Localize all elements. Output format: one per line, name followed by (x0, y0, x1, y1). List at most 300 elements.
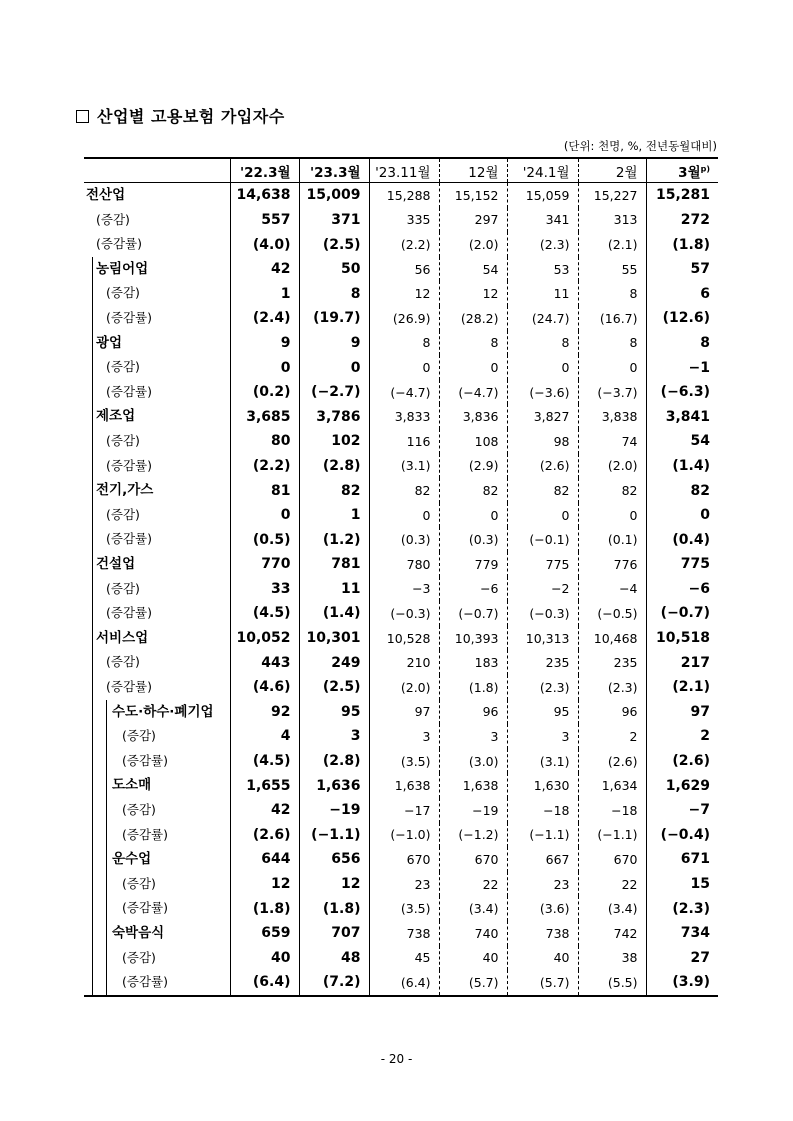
value-cell: 45 (369, 946, 439, 971)
value-cell: (1.8) (299, 896, 369, 921)
indent-guide-line (106, 970, 107, 995)
value-cell: 23 (369, 872, 439, 897)
row-label-cell (84, 355, 230, 380)
value-cell: 707 (299, 921, 369, 946)
value-cell: (2.8) (299, 454, 369, 479)
value-cell: 0 (439, 503, 507, 528)
row-label-wrap (84, 577, 230, 602)
page-title (76, 104, 285, 127)
indent-guide-line (92, 257, 93, 282)
value-cell: 3,836 (439, 404, 507, 429)
indent-guide-line (92, 429, 93, 454)
employment-insurance-table (84, 157, 718, 997)
value-cell: 8 (369, 331, 439, 356)
value-cell: 1,638 (369, 773, 439, 798)
value-cell: 3,841 (646, 404, 718, 429)
value-cell: 0 (439, 355, 507, 380)
value-cell: 97 (646, 700, 718, 725)
table-row-change (84, 896, 718, 921)
table-row-category (84, 404, 718, 429)
value-cell: (24.7) (507, 306, 578, 331)
value-cell: 10,528 (369, 626, 439, 651)
row-label: 전기,가스 (96, 482, 154, 499)
value-cell: 57 (646, 257, 718, 282)
value-cell: 50 (299, 257, 369, 282)
row-label: 농림어업 (96, 260, 149, 277)
value-cell: 12 (369, 281, 439, 306)
row-label-wrap (84, 896, 230, 921)
value-cell: 15,009 (299, 183, 369, 208)
value-cell: 210 (369, 650, 439, 675)
value-cell: 742 (578, 921, 646, 946)
indent-guide-line (92, 921, 93, 946)
indent-guide-line (106, 921, 107, 946)
value-cell: (0.1) (578, 527, 646, 552)
value-cell: 779 (439, 552, 507, 577)
value-cell: (2.3) (507, 232, 578, 257)
indent-guide-line (106, 749, 107, 774)
row-label-wrap (84, 650, 230, 675)
indent-guide-line (92, 724, 93, 749)
value-cell: (4.6) (230, 675, 299, 700)
row-label-wrap (84, 626, 230, 651)
indent-guide-line (106, 773, 107, 798)
table-row-category (84, 331, 718, 356)
indent-guide-line (106, 798, 107, 823)
value-cell: 82 (646, 478, 718, 503)
value-cell: 116 (369, 429, 439, 454)
value-cell: 667 (507, 847, 578, 872)
value-cell: 82 (507, 478, 578, 503)
value-cell: 3,685 (230, 404, 299, 429)
indent-guide-line (106, 847, 107, 872)
value-cell: (3.1) (507, 749, 578, 774)
value-cell: 10,468 (578, 626, 646, 651)
row-label: 건설업 (96, 556, 136, 572)
indent-guide-line (92, 823, 93, 848)
value-cell: −3 (369, 577, 439, 602)
indent-guide-line (92, 650, 93, 675)
value-cell: (2.9) (439, 454, 507, 479)
table-row-category (84, 257, 718, 282)
table-row-category (84, 700, 718, 725)
value-cell: 12 (230, 872, 299, 897)
value-cell: 644 (230, 847, 299, 872)
indent-guide-line (92, 896, 93, 921)
value-cell: (4.5) (230, 601, 299, 626)
value-cell: (3.5) (369, 896, 439, 921)
value-cell: (−2.7) (299, 380, 369, 405)
row-label-wrap (84, 724, 230, 749)
value-cell: 0 (230, 503, 299, 528)
row-label-cell (84, 404, 230, 429)
indent-guide-line (92, 478, 93, 503)
row-label: 도소매 (112, 777, 152, 794)
row-label-cell (84, 700, 230, 725)
value-cell: 780 (369, 552, 439, 577)
value-cell: (3.9) (646, 970, 718, 996)
value-cell: (0.2) (230, 380, 299, 405)
table-row-change (84, 380, 718, 405)
value-cell: 92 (230, 700, 299, 725)
indent-guide-line (92, 798, 93, 823)
value-cell: 3,786 (299, 404, 369, 429)
value-cell: −18 (507, 798, 578, 823)
indent-guide-line (106, 946, 107, 971)
row-label-cell (84, 577, 230, 602)
value-cell: 102 (299, 429, 369, 454)
value-cell: (2.6) (578, 749, 646, 774)
indent-guide-line (92, 503, 93, 528)
row-label: (증감) (96, 211, 130, 227)
value-cell: 15,281 (646, 183, 718, 208)
table-row-category (84, 921, 718, 946)
value-cell: 235 (578, 650, 646, 675)
row-label-cell (84, 208, 230, 233)
value-cell: −19 (439, 798, 507, 823)
row-label-wrap (84, 306, 230, 331)
value-cell: 770 (230, 552, 299, 577)
value-cell: 11 (299, 577, 369, 602)
row-label-wrap (84, 823, 230, 848)
indent-guide-line (92, 700, 93, 725)
value-cell: (1.8) (646, 232, 718, 257)
value-cell: (12.6) (646, 306, 718, 331)
row-label-cell (84, 970, 230, 996)
row-label: (증감) (106, 285, 140, 301)
value-cell: 0 (299, 355, 369, 380)
row-label: (증감률) (122, 974, 168, 990)
value-cell: 8 (507, 331, 578, 356)
row-label: 전산업 (86, 187, 126, 204)
row-label: (증감률) (122, 900, 168, 916)
table-row-change (84, 281, 718, 306)
value-cell: (3.5) (369, 749, 439, 774)
value-cell: 10,518 (646, 626, 718, 651)
value-cell: 335 (369, 208, 439, 233)
table-row-change (84, 577, 718, 602)
value-cell: (1.2) (299, 527, 369, 552)
table-row-change (84, 429, 718, 454)
indent-guide-line (92, 675, 93, 700)
value-cell: (0.3) (439, 527, 507, 552)
value-cell: (2.4) (230, 306, 299, 331)
table-row-change (84, 306, 718, 331)
value-cell: 3,827 (507, 404, 578, 429)
value-cell: (2.0) (439, 232, 507, 257)
checkbox-square-icon (76, 110, 89, 123)
value-cell: 734 (646, 921, 718, 946)
row-label: 숙박음식 (112, 924, 165, 941)
table-row-category (84, 183, 718, 208)
value-cell: 108 (439, 429, 507, 454)
value-cell: (2.8) (299, 749, 369, 774)
value-cell: (5.5) (578, 970, 646, 996)
value-cell: (1.4) (299, 601, 369, 626)
value-cell: (3.4) (578, 896, 646, 921)
value-cell: (2.3) (646, 896, 718, 921)
indent-guide-line (92, 454, 93, 479)
table-row-category (84, 626, 718, 651)
value-cell: 249 (299, 650, 369, 675)
indent-guide-line (106, 872, 107, 897)
value-cell: 22 (578, 872, 646, 897)
col-header-6: 2월 (578, 158, 646, 183)
value-cell: (0.5) (230, 527, 299, 552)
row-label: 수도·하수·폐기업 (112, 703, 214, 720)
value-cell: 313 (578, 208, 646, 233)
value-cell: 6 (646, 281, 718, 306)
value-cell: (5.7) (439, 970, 507, 996)
value-cell: 557 (230, 208, 299, 233)
value-cell: (−3.7) (578, 380, 646, 405)
value-cell: 9 (230, 331, 299, 356)
value-cell: 0 (369, 355, 439, 380)
value-cell: 12 (439, 281, 507, 306)
row-label-wrap (84, 183, 230, 208)
indent-guide-line (92, 847, 93, 872)
value-cell: 15,227 (578, 183, 646, 208)
row-label-wrap (84, 675, 230, 700)
value-cell: (2.0) (369, 675, 439, 700)
row-label: (증감률) (106, 383, 152, 399)
preliminary-mark: p) (700, 164, 710, 174)
row-label-cell (84, 847, 230, 872)
indent-guide-line (106, 896, 107, 921)
value-cell: 95 (507, 700, 578, 725)
page-number: - 20 - (380, 1052, 413, 1066)
value-cell: 0 (646, 503, 718, 528)
value-cell: (2.5) (299, 675, 369, 700)
value-cell: 3,833 (369, 404, 439, 429)
table-row-change (84, 601, 718, 626)
value-cell: 776 (578, 552, 646, 577)
value-cell: 14,638 (230, 183, 299, 208)
value-cell: (3.4) (439, 896, 507, 921)
row-label-wrap (84, 404, 230, 429)
value-cell: 40 (230, 946, 299, 971)
row-label-cell (84, 429, 230, 454)
value-cell: (7.2) (299, 970, 369, 996)
value-cell: 53 (507, 257, 578, 282)
row-label-cell (84, 896, 230, 921)
value-cell: (2.6) (230, 823, 299, 848)
value-cell: (0.4) (646, 527, 718, 552)
row-label-cell (84, 601, 230, 626)
row-label-wrap (84, 355, 230, 380)
indent-guide-line (92, 404, 93, 429)
col-header-3: '23.11월 (369, 158, 439, 183)
value-cell: 22 (439, 872, 507, 897)
value-cell: −1 (646, 355, 718, 380)
value-cell: 55 (578, 257, 646, 282)
value-cell: 82 (369, 478, 439, 503)
table-row-change (84, 503, 718, 528)
table-row-change (84, 823, 718, 848)
unit-note: (단위: 천명, %, 전년동월대비) (563, 139, 717, 153)
value-cell: 8 (299, 281, 369, 306)
row-label-wrap (84, 232, 230, 257)
row-label-wrap (84, 208, 230, 233)
indent-guide-line (92, 773, 93, 798)
value-cell: (0.3) (369, 527, 439, 552)
row-label-wrap (84, 970, 230, 995)
value-cell: 15,059 (507, 183, 578, 208)
value-cell: 11 (507, 281, 578, 306)
value-cell: 1 (299, 503, 369, 528)
value-cell: 297 (439, 208, 507, 233)
row-label-wrap (84, 380, 230, 405)
value-cell: 272 (646, 208, 718, 233)
value-cell: 217 (646, 650, 718, 675)
row-label-wrap (84, 798, 230, 823)
row-label-cell (84, 921, 230, 946)
table-row-category (84, 773, 718, 798)
value-cell: (2.1) (578, 232, 646, 257)
value-cell: 82 (299, 478, 369, 503)
row-label-cell (84, 626, 230, 651)
value-cell: (−0.7) (439, 601, 507, 626)
row-label: (증감) (106, 506, 140, 522)
row-label-wrap (84, 257, 230, 282)
row-label-wrap (84, 552, 230, 577)
value-cell: 1,655 (230, 773, 299, 798)
row-label-cell (84, 503, 230, 528)
value-cell: 54 (646, 429, 718, 454)
value-cell: (2.3) (578, 675, 646, 700)
value-cell: 48 (299, 946, 369, 971)
row-label-wrap (84, 773, 230, 798)
value-cell: (26.9) (369, 306, 439, 331)
indent-guide-line (92, 331, 93, 356)
value-cell: −17 (369, 798, 439, 823)
value-cell: 1,629 (646, 773, 718, 798)
row-label-wrap (84, 847, 230, 872)
value-cell: 97 (369, 700, 439, 725)
value-cell: 656 (299, 847, 369, 872)
row-label: (증감률) (106, 605, 152, 621)
value-cell: 15,288 (369, 183, 439, 208)
value-cell: 3 (507, 724, 578, 749)
value-cell: 443 (230, 650, 299, 675)
value-cell: 1,630 (507, 773, 578, 798)
table-row-category (84, 847, 718, 872)
value-cell: 74 (578, 429, 646, 454)
value-cell: 96 (578, 700, 646, 725)
value-cell: (19.7) (299, 306, 369, 331)
value-cell: −4 (578, 577, 646, 602)
col-header-1: '22.3월 (230, 158, 299, 183)
value-cell: −6 (439, 577, 507, 602)
value-cell: 33 (230, 577, 299, 602)
value-cell: (5.7) (507, 970, 578, 996)
row-label: (증감) (122, 728, 156, 744)
row-label: (증감) (122, 801, 156, 817)
value-cell: (−0.4) (646, 823, 718, 848)
value-cell: (−0.3) (369, 601, 439, 626)
value-cell: 3 (369, 724, 439, 749)
row-label-cell (84, 281, 230, 306)
row-label-cell (84, 183, 230, 208)
table-row-change (84, 798, 718, 823)
header-row (84, 158, 718, 183)
row-label-cell (84, 552, 230, 577)
row-label: 광업 (96, 334, 123, 351)
value-cell: 740 (439, 921, 507, 946)
row-label: (증감) (106, 654, 140, 670)
row-label-cell (84, 380, 230, 405)
row-label-cell (84, 478, 230, 503)
value-cell: 9 (299, 331, 369, 356)
row-label: (증감률) (122, 826, 168, 842)
row-label: (증감) (122, 875, 156, 891)
value-cell: (1.4) (646, 454, 718, 479)
value-cell: 341 (507, 208, 578, 233)
value-cell: 3 (439, 724, 507, 749)
value-cell: (−0.7) (646, 601, 718, 626)
row-label-wrap (84, 429, 230, 454)
value-cell: (4.5) (230, 749, 299, 774)
value-cell: 96 (439, 700, 507, 725)
value-cell: (2.2) (230, 454, 299, 479)
value-cell: 670 (369, 847, 439, 872)
value-cell: 40 (507, 946, 578, 971)
value-cell: (1.8) (439, 675, 507, 700)
indent-guide-line (92, 552, 93, 577)
value-cell: 2 (578, 724, 646, 749)
value-cell: 1,634 (578, 773, 646, 798)
row-label-cell (84, 306, 230, 331)
title-text: 산업별 고용보험 가입자수 (97, 107, 285, 126)
value-cell: 2 (646, 724, 718, 749)
row-label-cell (84, 232, 230, 257)
value-cell: 12 (299, 872, 369, 897)
indent-guide-line (92, 872, 93, 897)
value-cell: 0 (578, 503, 646, 528)
row-label-cell (84, 454, 230, 479)
value-cell: (−1.2) (439, 823, 507, 848)
value-cell: 42 (230, 798, 299, 823)
col-header-4: 12월 (439, 158, 507, 183)
value-cell: (−1.1) (299, 823, 369, 848)
row-label-cell (84, 257, 230, 282)
value-cell: (2.0) (578, 454, 646, 479)
indent-guide-line (106, 700, 107, 725)
row-label: (증감) (106, 580, 140, 596)
col-header-7: 3월$^{p)}$ (646, 158, 718, 183)
row-label-wrap (84, 921, 230, 946)
value-cell: (28.2) (439, 306, 507, 331)
row-label-cell (84, 331, 230, 356)
value-cell: 3,838 (578, 404, 646, 429)
row-label-wrap (84, 527, 230, 552)
indent-guide-line (92, 946, 93, 971)
row-label-cell (84, 527, 230, 552)
value-cell: −19 (299, 798, 369, 823)
value-cell: 371 (299, 208, 369, 233)
value-cell: −7 (646, 798, 718, 823)
row-label: (증감률) (96, 236, 142, 252)
indent-guide-line (92, 380, 93, 405)
row-label-wrap (84, 478, 230, 503)
value-cell: (−0.3) (507, 601, 578, 626)
row-label: (증감) (106, 359, 140, 375)
value-cell: 0 (507, 355, 578, 380)
row-label-wrap (84, 872, 230, 897)
value-cell: 738 (507, 921, 578, 946)
table-row-change (84, 675, 718, 700)
value-cell: (2.6) (646, 749, 718, 774)
